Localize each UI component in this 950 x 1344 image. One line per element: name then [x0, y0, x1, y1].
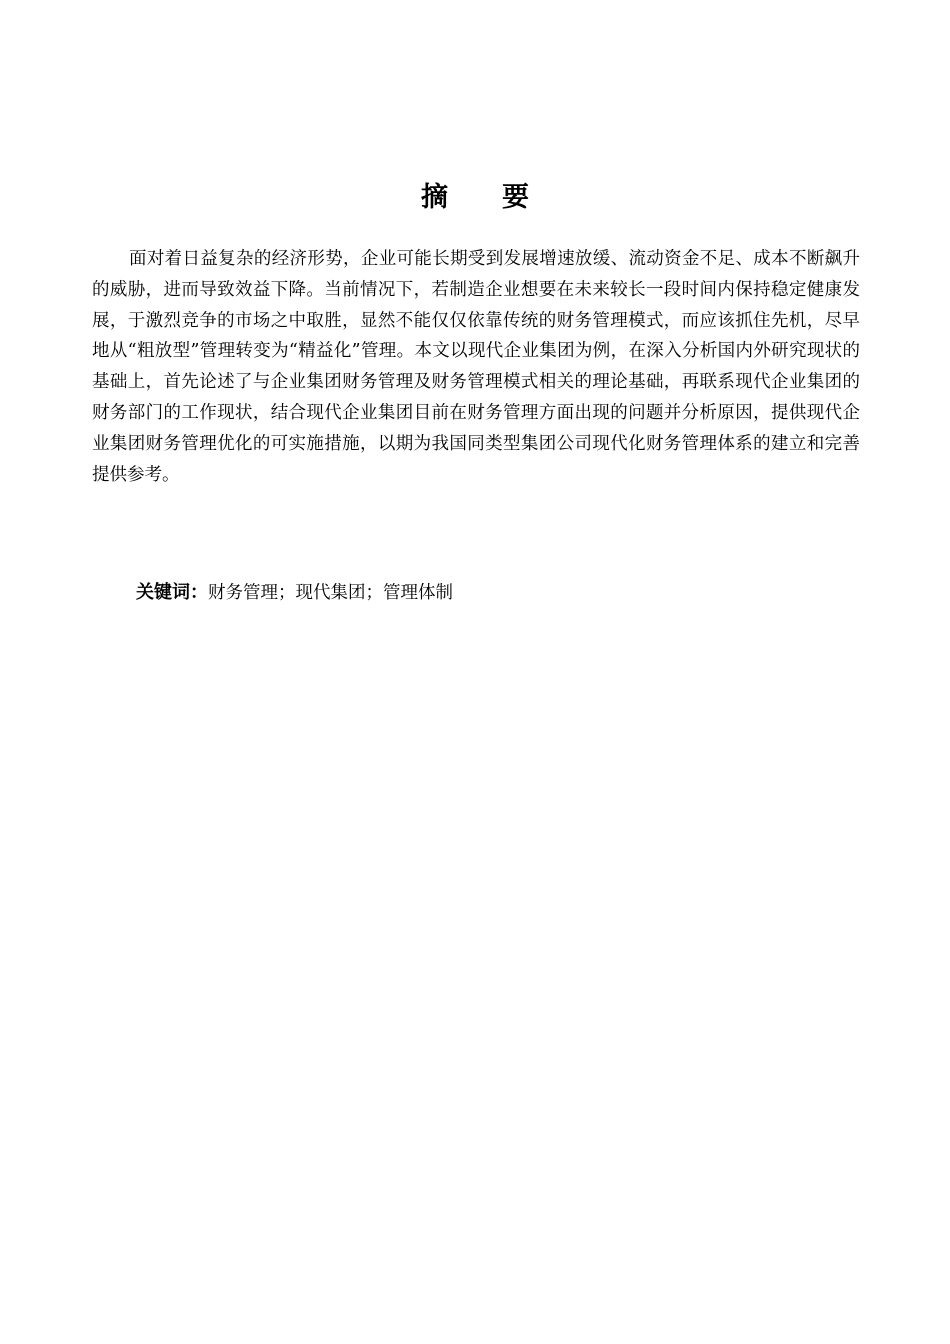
abstract-paragraph: 面对着日益复杂的经济形势，企业可能长期受到发展增速放缓、流动资金不足、成本不断飙升的威胁，进而导致效益下降。当前情况下，若制造企业想要在未来较长一段时间内保持稳定健康发展，于激烈竞争的市场之中取胜，显然不能仅仅依靠传统的财务管理模式，而应该抓住先机，尽早地从“粗放型”管理转变为“精益化”管理。本文以现代企业集团为例，在深入分析国内外研究现状的基础上，首先论述了与企业集团财务管理及财务管理模式相关的理论基础，再联系现代企业集团的财务部门的工作现状，结合现代企业集团目前在财务管理方面出现的问题并分析原因，提供现代企业集团财务管理优化的可实施措施，以期为我国同类型集团公司现代化财务管理体系的建立和完善提供参考。 — [92, 249, 860, 485]
abstract-title-char-2: 要 — [502, 182, 529, 213]
keywords-line — [136, 578, 856, 608]
keywords-value: 财务管理；现代集团；管理体制 — [208, 583, 453, 603]
abstract-title-char-1: 摘 — [421, 182, 448, 213]
abstract-title — [0, 180, 950, 216]
keywords-label: 关键词： — [136, 582, 208, 603]
